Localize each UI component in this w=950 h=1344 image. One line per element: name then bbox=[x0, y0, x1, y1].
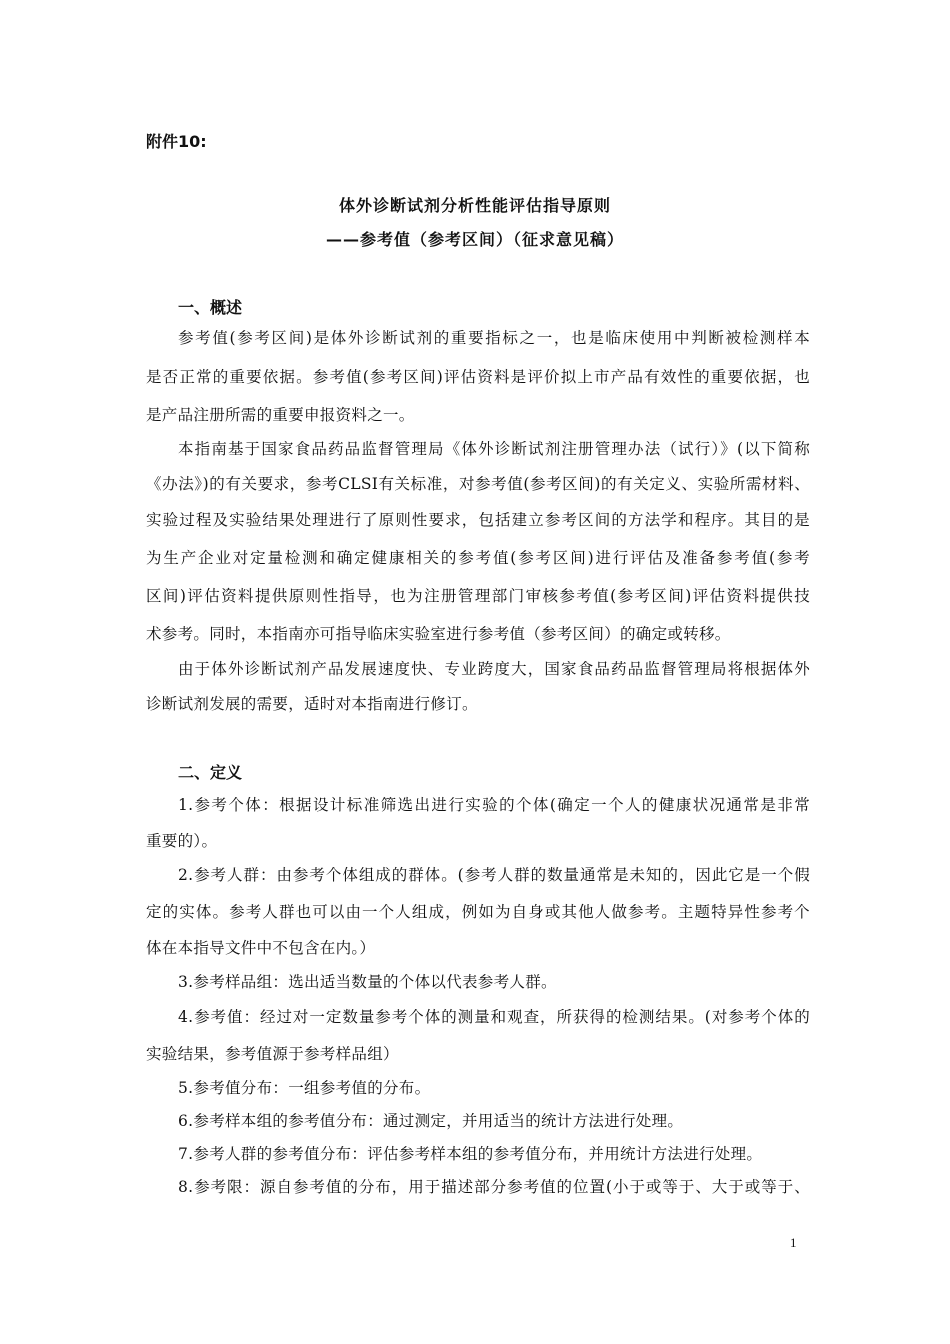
paragraph-line: 实验过程及实验结果处理进行了原则性要求，包括建立参考区间的方法学和程序。其目的是 bbox=[146, 511, 810, 529]
definition-line: 重要的）。 bbox=[146, 832, 218, 850]
paragraph-line: 术参考。同时，本指南亦可指导临床实验室进行参考值（参考区间）的确定或转移。 bbox=[146, 625, 731, 643]
definition-line: 4.参考值：经过对一定数量参考个体的测量和观查，所获得的检测结果。(对参考个体的 bbox=[178, 1008, 810, 1026]
definition-line: 实验结果，参考值源于参考样品组） bbox=[146, 1045, 399, 1063]
definition-line: 定的实体。参考人群也可以由一个人组成，例如为自身或其他人做参考。主题特异性参考个 bbox=[146, 903, 810, 921]
definition-line: 6.参考样本组的参考值分布：通过测定，并用适当的统计方法进行处理。 bbox=[178, 1112, 684, 1130]
paragraph-line: 为生产企业对定量检测和确定健康相关的参考值(参考区间)进行评估及准备参考值(参考 bbox=[146, 549, 810, 567]
paragraph-line: 区间)评估资料提供原则性指导，也为注册管理部门审核参考值(参考区间)评估资料提供技 bbox=[146, 587, 810, 605]
paragraph-line: 是否正常的重要依据。参考值(参考区间)评估资料是评价拟上市产品有效性的重要依据，也 bbox=[146, 368, 810, 386]
paragraph-line: 是产品注册所需的重要申报资料之一。 bbox=[146, 406, 415, 424]
paragraph-line: 参考值(参考区间)是体外诊断试剂的重要指标之一，也是临床使用中判断被检测样本 bbox=[178, 329, 810, 347]
document-title: 体外诊断试剂分析性能评估指导原则 bbox=[338, 196, 611, 215]
paragraph-line: 《办法》)的有关要求，参考CLSI有关标准，对参考值(参考区间)的有关定义、实验所需材料、 bbox=[146, 475, 810, 493]
section-heading-definitions: 二、定义 bbox=[178, 763, 243, 782]
definition-line: 5.参考值分布：一组参考值的分布。 bbox=[178, 1079, 431, 1097]
definition-line: 3.参考样品组：选出适当数量的个体以代表参考人群。 bbox=[178, 973, 557, 991]
attachment-label: 附件10: bbox=[146, 132, 207, 151]
paragraph-line: 诊断试剂发展的需要，适时对本指南进行修订。 bbox=[146, 695, 478, 713]
definition-line: 8.参考限：源自参考值的分布，用于描述部分参考值的位置(小于或等于、大于或等于、 bbox=[178, 1178, 810, 1196]
document-subtitle: ——参考值（参考区间）（征求意见稿） bbox=[325, 230, 624, 249]
definition-line: 7.参考人群的参考值分布：评估参考样本组的参考值分布，并用统计方法进行处理。 bbox=[178, 1145, 763, 1163]
definition-line: 体在本指导文件中不包含在内。） bbox=[146, 939, 376, 957]
section-heading-overview: 一、概述 bbox=[178, 298, 243, 317]
page-number: 1 bbox=[790, 1235, 797, 1250]
definition-line: 1.参考个体：根据设计标准筛选出进行实验的个体(确定一个人的健康状况通常是非常 bbox=[178, 796, 810, 814]
definition-line: 2.参考人群：由参考个体组成的群体。(参考人群的数量通常是未知的，因此它是一个假 bbox=[178, 866, 810, 884]
paragraph-line: 由于体外诊断试剂产品发展速度快、专业跨度大，国家食品药品监督管理局将根据体外 bbox=[178, 660, 810, 678]
paragraph-line: 本指南基于国家食品药品监督管理局《体外诊断试剂注册管理办法（试行）》(以下简称 bbox=[178, 440, 810, 458]
